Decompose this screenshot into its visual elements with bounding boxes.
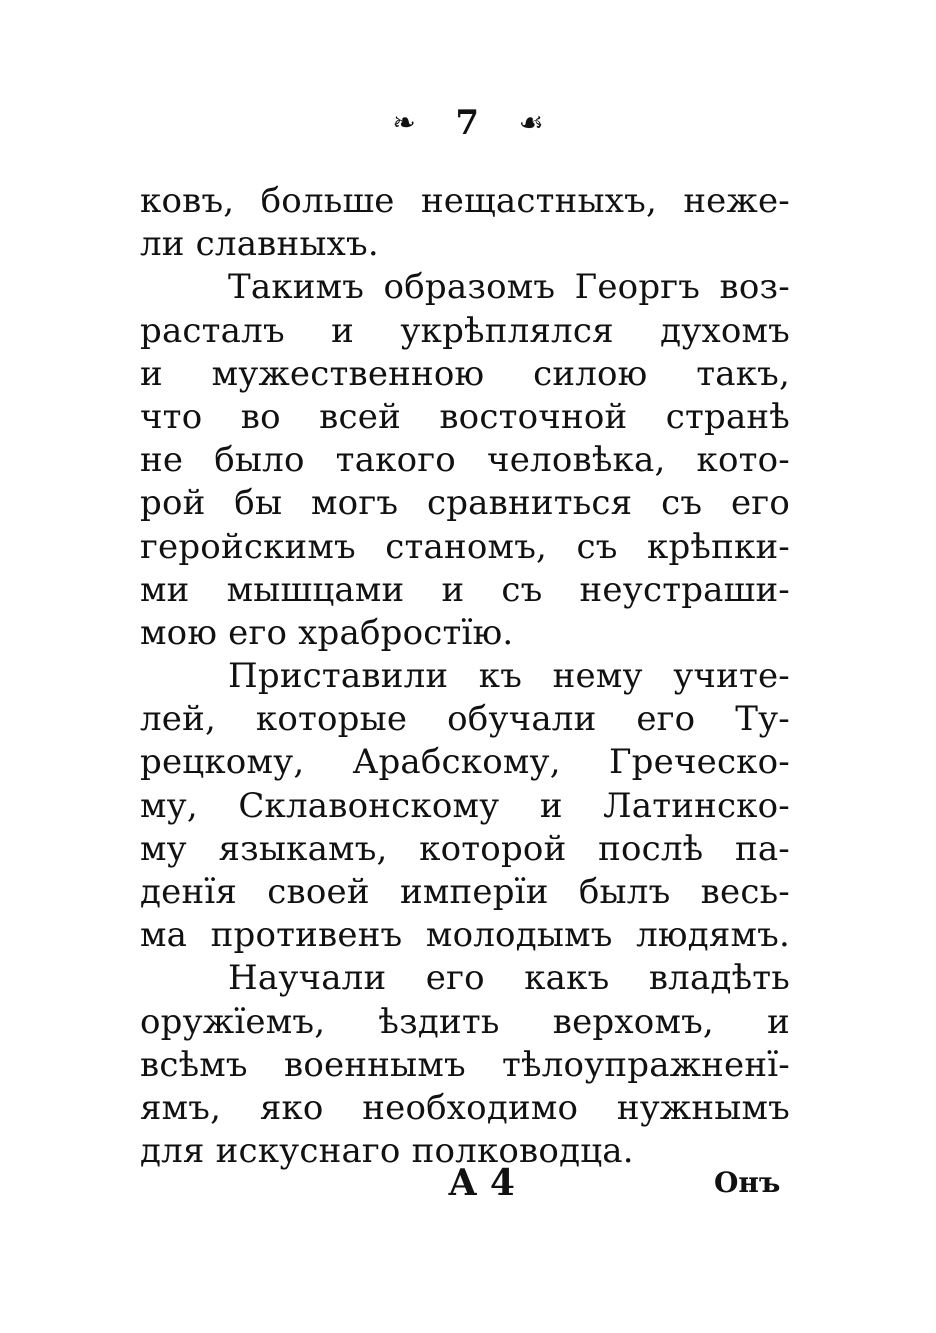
text-line: му языкамъ, которой послѣ па- (140, 828, 790, 869)
text-line: денїя своей имперїи былъ весь- (140, 872, 790, 912)
page-footer (0, 1162, 936, 1212)
text-line: ли славныхъ. (140, 224, 379, 265)
text-line: лей, которые обучали его Ту- (140, 699, 790, 740)
text-line: всѣмъ военнымъ тѣлоупражненї- (140, 1044, 790, 1085)
text-line: для искуснаго полководца. (140, 1131, 634, 1172)
text-line: ямъ, яко необходимо нужнымъ (140, 1087, 790, 1128)
text-line: что во всей восточной странѣ (140, 396, 790, 437)
text-line: мою его храбростїю. (140, 612, 514, 653)
left-ornament-icon: ❧ (392, 106, 416, 139)
text-line: геройскимъ станомъ, съ крѣпки- (140, 526, 790, 567)
text-line: растaлъ и укрѣплялся духомъ (140, 310, 790, 351)
text-line: ма противенъ молодымъ людямъ. (140, 915, 790, 956)
text-line: рецкому, Арабскому, Греческо- (140, 742, 790, 783)
text-line: ковъ, больше нещастныхъ, нежe- (140, 181, 790, 221)
text-line: Такимъ образомъ Георгъ воз- (228, 267, 790, 308)
text-line: и мужественною силою такъ, (140, 353, 790, 394)
text-line: Научали его какъ владѣть (228, 958, 790, 999)
page-number: 7 (455, 103, 480, 143)
text-line: Приставили къ нему учите- (228, 656, 790, 697)
text-line: ми мышцами и съ неустраши- (140, 569, 790, 610)
text-line: оружїемъ, ѣздить верхомъ, и (140, 1001, 790, 1042)
text-line: не было такого человѣка, кото- (140, 440, 790, 481)
right-ornament-icon: ☙ (518, 106, 544, 139)
body-text (140, 180, 790, 1173)
text-line: рой бы могъ сравниться съ его (140, 483, 790, 524)
catchword: Онъ (714, 1166, 781, 1199)
page-header (0, 102, 936, 143)
signature-mark: А 4 (448, 1162, 515, 1204)
text-line: му, Склавонскому и Латинско- (140, 785, 790, 826)
